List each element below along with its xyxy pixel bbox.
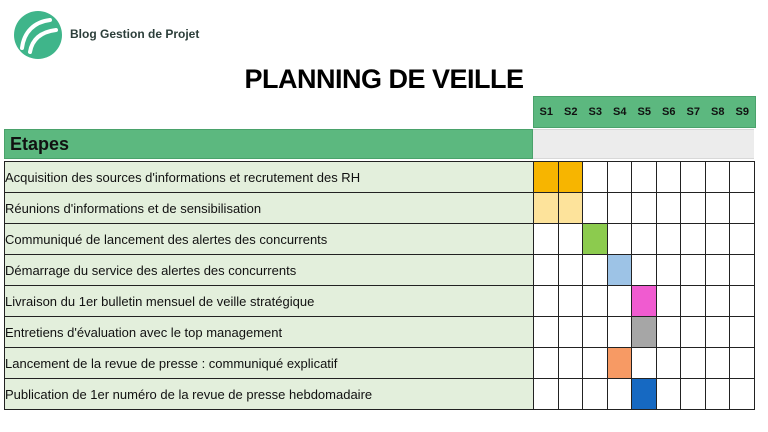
gantt-empty-cell [681,193,706,224]
gantt-bar-cell [632,379,657,410]
gantt-empty-cell [607,379,632,410]
gantt-bar-cell [534,162,559,193]
week-label: S2 [564,106,578,118]
gantt-empty-cell [730,193,755,224]
gantt-bar-cell [534,193,559,224]
gantt-empty-cell [534,379,559,410]
gantt-bar-cell [632,317,657,348]
gantt-empty-cell [705,317,730,348]
page-title: PLANNING DE VEILLE [244,64,524,94]
gantt-empty-cell [558,379,583,410]
gantt-empty-cell [583,193,608,224]
week-label: S3 [588,106,602,118]
gantt-empty-cell [656,162,681,193]
gantt-empty-cell [607,317,632,348]
gantt-empty-cell [534,348,559,379]
gantt-empty-cell [705,255,730,286]
gantt-empty-cell [558,348,583,379]
task-label: Acquisition des sources d'informations et recrutement des RH [5,162,534,193]
logo-icon [12,10,66,60]
gantt-empty-cell [583,379,608,410]
gantt-empty-cell [730,348,755,379]
gantt-empty-cell [730,162,755,193]
gantt-empty-cell [730,224,755,255]
week-label: S1 [539,106,553,118]
task-label: Publication de 1er numéro de la revue de presse hebdomadaire [5,379,534,410]
etapes-header: Etapes [4,129,533,159]
task-label: Réunions d'informations et de sensibilisation [5,193,534,224]
gantt-empty-cell [632,255,657,286]
task-label: Lancement de la revue de presse : communiqué explicatif [5,348,534,379]
gantt-empty-cell [681,224,706,255]
task-label: Démarrage du service des alertes des concurrents [5,255,534,286]
gantt-empty-cell [607,224,632,255]
gantt-empty-cell [607,286,632,317]
gantt-empty-cell [534,286,559,317]
gantt-empty-cell [607,162,632,193]
gantt-empty-cell [632,193,657,224]
task-row [5,286,755,317]
gantt-empty-cell [558,224,583,255]
gantt-empty-cell [583,348,608,379]
week-header-row [533,96,756,128]
gantt-empty-cell [534,255,559,286]
gantt-empty-cell [534,224,559,255]
gantt-empty-cell [681,286,706,317]
task-row [5,379,755,410]
week-label: S8 [711,106,725,118]
gantt-empty-cell [730,317,755,348]
gantt-empty-cell [681,255,706,286]
gantt-empty-cell [656,379,681,410]
gantt-table [4,161,755,410]
gantt-empty-cell [705,224,730,255]
gantt-empty-cell [632,224,657,255]
task-row [5,162,755,193]
gantt-empty-cell [705,162,730,193]
week-label: S4 [613,106,627,118]
gantt-empty-cell [705,348,730,379]
week-label: S5 [637,106,651,118]
gantt-bar-cell [607,348,632,379]
gantt-empty-cell [705,379,730,410]
gantt-empty-cell [656,348,681,379]
gantt-empty-cell [656,317,681,348]
task-row [5,224,755,255]
gantt-bar-cell [558,193,583,224]
gantt-empty-cell [583,286,608,317]
gantt-empty-cell [705,286,730,317]
gantt-empty-cell [558,317,583,348]
gantt-empty-cell [656,224,681,255]
gantt-empty-cell [730,255,755,286]
gantt-empty-cell [681,379,706,410]
gantt-empty-cell [656,286,681,317]
gantt-empty-cell [558,255,583,286]
gantt-bar-cell [607,255,632,286]
gantt-empty-cell [632,162,657,193]
gantt-empty-cell [583,162,608,193]
gantt-empty-cell [730,286,755,317]
task-label: Livraison du 1er bulletin mensuel de veille stratégique [5,286,534,317]
gantt-empty-cell [558,286,583,317]
gantt-empty-cell [681,348,706,379]
gantt-bar-cell [632,286,657,317]
gantt-empty-cell [656,255,681,286]
week-label: S9 [735,106,749,118]
gantt-empty-cell [681,317,706,348]
task-row [5,348,755,379]
gantt-empty-cell [705,193,730,224]
gantt-empty-cell [730,379,755,410]
week-header-band [533,129,754,159]
brand-name: Blog Gestion de Projet [70,27,200,41]
task-label: Entretiens d'évaluation avec le top management [5,317,534,348]
gantt-empty-cell [583,317,608,348]
week-label: S7 [686,106,700,118]
gantt-bar-cell [558,162,583,193]
task-row [5,193,755,224]
gantt-empty-cell [632,348,657,379]
week-label: S6 [662,106,676,118]
gantt-empty-cell [681,162,706,193]
gantt-empty-cell [534,317,559,348]
gantt-empty-cell [656,193,681,224]
gantt-empty-cell [607,193,632,224]
task-label: Communiqué de lancement des alertes des concurrents [5,224,534,255]
gantt-empty-cell [583,255,608,286]
task-row [5,317,755,348]
task-row [5,255,755,286]
gantt-bar-cell [583,224,608,255]
